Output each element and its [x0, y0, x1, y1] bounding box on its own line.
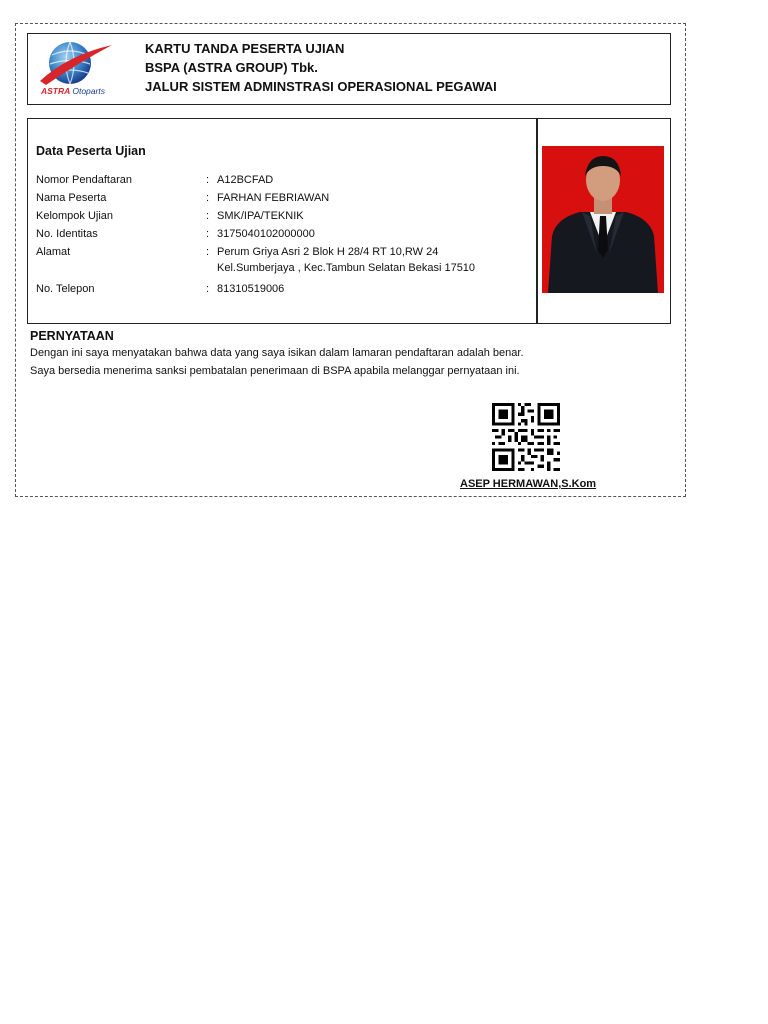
- field-label: Kelompok Ujian: [36, 210, 114, 222]
- person-photo-icon: [542, 146, 664, 293]
- field-value-line2: Kel.Sumberjaya , Kec.Tambun Selatan Bekasi 17510: [217, 262, 476, 274]
- field-separator: :: [206, 246, 210, 258]
- field-separator: :: [206, 210, 210, 222]
- info-divider: [536, 118, 538, 324]
- statement-title: PERNYATAAN: [30, 329, 114, 343]
- field-separator: :: [206, 174, 210, 186]
- field-value: SMK/IPA/TEKNIK: [217, 210, 304, 222]
- title-line-3: JALUR SISTEM ADMINSTRASI OPERASIONAL PEGAWAI: [145, 79, 497, 94]
- field-value: A12BCFAD: [217, 174, 274, 186]
- qr-code-icon: [492, 403, 560, 471]
- field-separator: :: [206, 192, 210, 204]
- statement-line-2: Saya bersedia menerima sanksi pembatalan penerimaan di BSPA apabila melanggar pernyataan ini.: [30, 365, 520, 377]
- section-title: Data Peserta Ujian: [36, 144, 146, 158]
- participant-photo: [542, 146, 664, 293]
- field-separator: :: [206, 228, 210, 240]
- field-label: Nomor Pendaftaran: [36, 174, 132, 186]
- field-value: FARHAN FEBRIAWAN: [217, 192, 330, 204]
- field-value: 81310519006: [217, 283, 285, 295]
- title-line-2: BSPA (ASTRA GROUP) Tbk.: [145, 60, 318, 75]
- field-label: Nama Peserta: [36, 192, 107, 204]
- card-title: [145, 39, 497, 96]
- field-label: No. Identitas: [36, 228, 98, 240]
- logo-wordmark: [41, 86, 105, 96]
- field-value: Perum Griya Asri 2 Blok H 28/4 RT 10,RW 24: [217, 246, 439, 258]
- field-value: 3175040102000000: [217, 228, 315, 240]
- statement-line-1: Dengan ini saya menyatakan bahwa data yang saya isikan dalam lamaran pendaftaran adalah benar.: [30, 347, 524, 359]
- field-separator: :: [206, 283, 210, 295]
- card-header: [27, 33, 671, 105]
- signer-name: ASEP HERMAWAN,S.Kom: [460, 478, 597, 490]
- logo-brand: ASTRA: [41, 86, 70, 96]
- title-line-1: KARTU TANDA PESERTA UJIAN: [145, 41, 345, 56]
- field-label: Alamat: [36, 246, 71, 258]
- logo-sub: Otoparts: [72, 86, 105, 96]
- field-label: No. Telepon: [36, 283, 95, 295]
